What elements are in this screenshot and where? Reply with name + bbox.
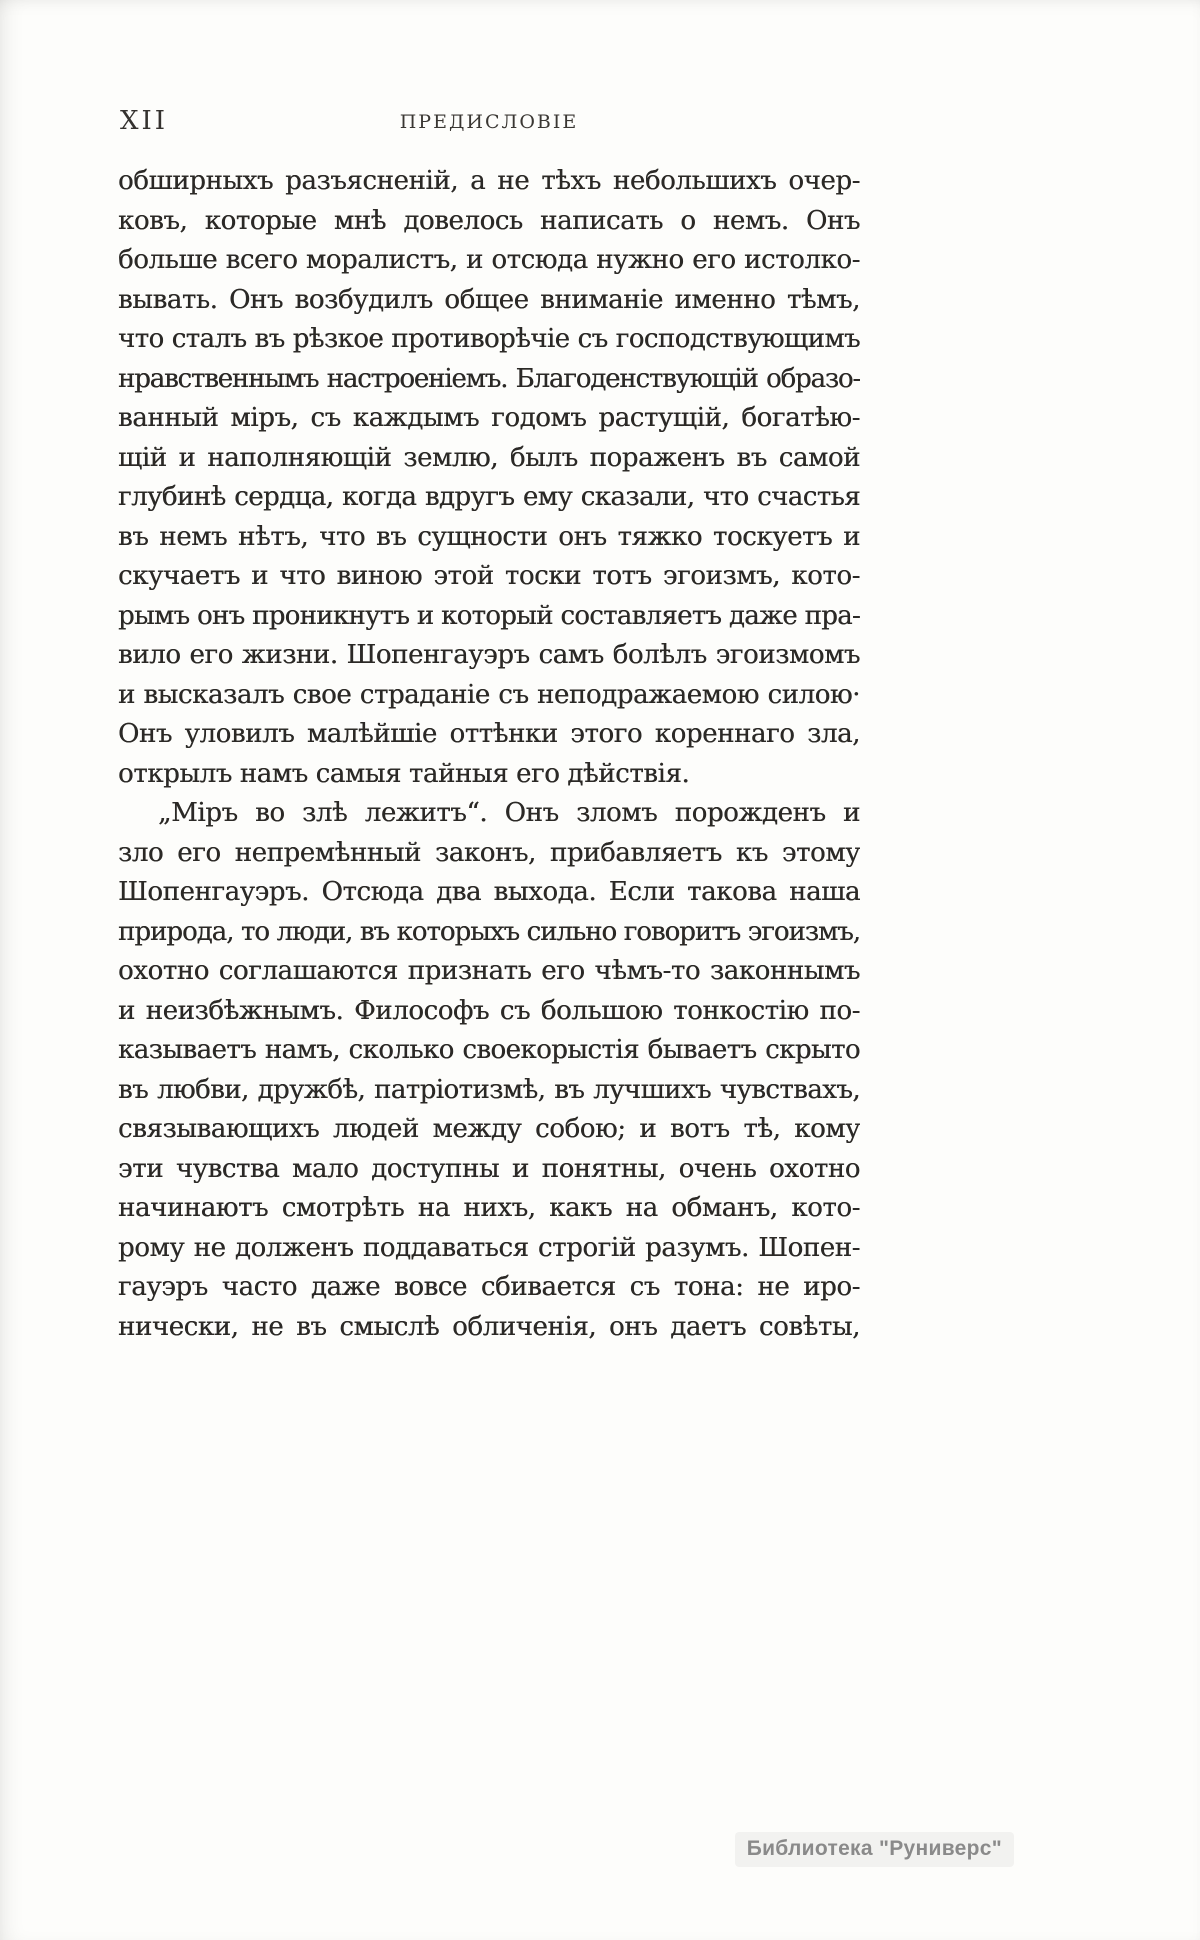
text-line: связывающихъ людей между собою; и вотъ тѣ, кому	[118, 1114, 860, 1144]
text-line: что сталъ въ рѣзкое противорѣчіе съ господствующимъ	[118, 324, 860, 354]
text-line: казываетъ намъ, сколько своекорыстія бываетъ скрыто	[118, 1035, 860, 1065]
text-line: Шопенгауэръ. Отсюда два выхода. Если такова наша	[118, 877, 860, 907]
text-line: Онъ уловилъ малѣйшіе оттѣнки этого кореннаго зла,	[118, 719, 860, 749]
text-line: нически, не въ смыслѣ обличенія, онъ даетъ совѣты,	[118, 1311, 860, 1342]
page-header	[118, 106, 860, 140]
text-line: природа, то люди, въ которыхъ сильно говоритъ эгоизмъ,	[118, 916, 860, 947]
text-line: въ любви, дружбѣ, патріотизмѣ, въ лучшихъ чувствахъ,	[118, 1074, 860, 1105]
paragraph	[118, 794, 860, 1347]
text-line: ковъ, которые мнѣ довелось написать о немъ. Онъ	[118, 205, 860, 236]
text-line: и высказалъ свое страданіе съ неподражаемою силою·	[118, 679, 860, 710]
text-line: начинаютъ смотрѣть на нихъ, какъ на обманъ, кото-	[118, 1193, 860, 1223]
text-line: гауэръ часто даже вовсе сбивается съ тона: не иро-	[118, 1272, 860, 1302]
text-line: больше всего моралистъ, и отсюда нужно его истолко-	[118, 245, 860, 275]
page-body	[118, 162, 860, 1347]
text-line: вило его жизни. Шопенгауэръ самъ болѣлъ эгоизмомъ	[118, 640, 860, 670]
text-line: въ немъ нѣтъ, что въ сущности онъ тяжко тоскуетъ и	[118, 521, 860, 552]
paragraph	[118, 162, 860, 794]
text-line: скучаетъ и что виною этой тоски тотъ эгоизмъ, кото-	[118, 561, 860, 591]
page-number: XII	[120, 106, 169, 136]
text-line: обширныхъ разъясненій, а не тѣхъ небольшихъ очер-	[118, 166, 860, 196]
running-title: ПРЕДИСЛОВІЕ	[399, 111, 579, 133]
text-line: ванный міръ, съ каждымъ годомъ растущій, богатѣю-	[118, 403, 860, 433]
text-line: щій и наполняющій землю, былъ пораженъ въ самой	[118, 442, 860, 473]
library-watermark: Библиотека "Руниверс"	[735, 1832, 1014, 1867]
text-line: глубинѣ сердца, когда вдругъ ему сказали, что счастья	[118, 482, 860, 512]
text-line: охотно соглашаются признать его чѣмъ-то законнымъ	[118, 956, 860, 986]
text-line: рому не долженъ поддаваться строгій разумъ. Шопен-	[118, 1232, 860, 1263]
text-line: вывать. Онъ возбудилъ общее вниманіе именно тѣмъ,	[118, 284, 860, 315]
text-line: зло его непремѣнный законъ, прибавляетъ къ этому	[118, 837, 860, 868]
text-line: и неизбѣжнымъ. Философъ съ большою тонкостію по-	[118, 995, 860, 1026]
text-line: эти чувства мало доступны и понятны, очень охотно	[118, 1153, 860, 1184]
text-line: открылъ намъ самыя тайныя его дѣйствія.	[118, 758, 690, 789]
text-line: нравственнымъ настроеніемъ. Благоденствующій образо-	[118, 363, 860, 394]
text-line: „Міръ во злѣ лежитъ“. Онъ зломъ порожденъ и	[158, 798, 860, 828]
text-line: рымъ онъ проникнутъ и который составляетъ даже пра-	[118, 600, 860, 631]
